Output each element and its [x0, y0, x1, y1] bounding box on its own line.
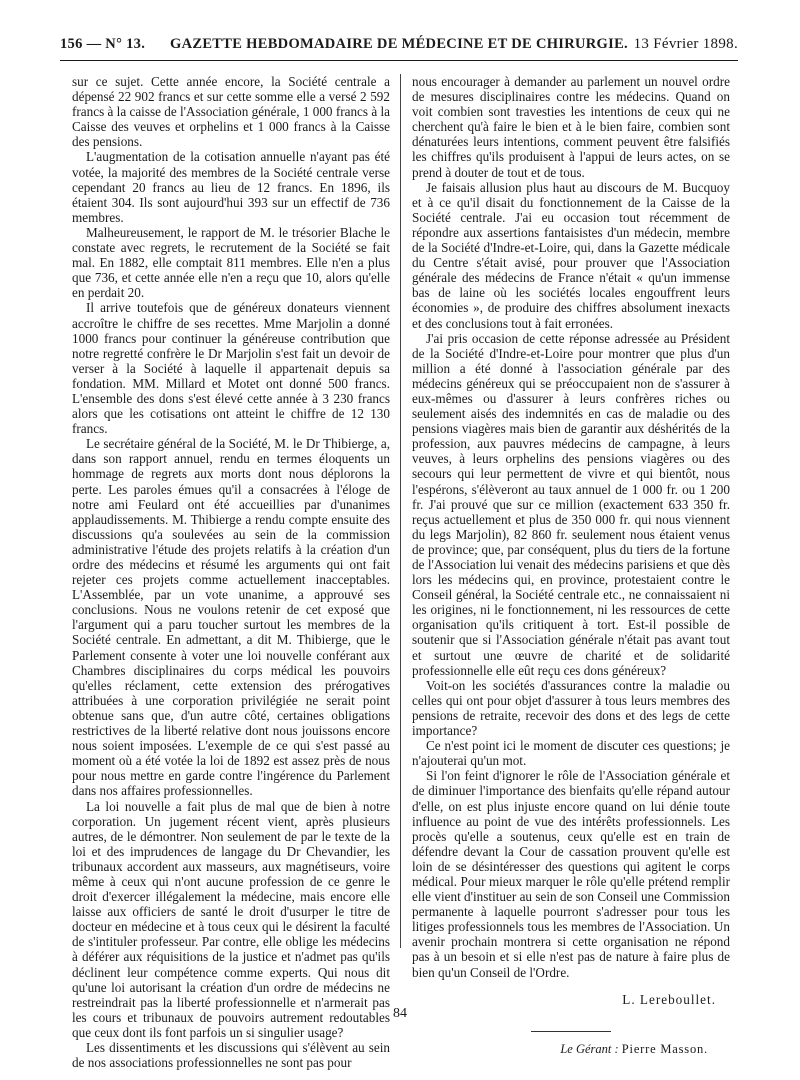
page-number: 84	[393, 1006, 407, 1021]
paragraph: Le secrétaire général de la Société, M. le Dr Thibierge, a, dans son rapport annuel, rendu en termes éloquents un hommage de regrets aux morts dont nous déplorons la perte. Les paroles émues qu'il a consacrées à l'éloge de notre ami Feulard ont été accueillies par d'unanimes applaudissements. M. Thibierge a rendu compte ensuite des discussions qu'a soulevées au sein de la commission administrative l'étude des projets relatifs à la création d'un ordre des médecins et résumé les arguments qui ont fait rejeter ces projets comme actuellement inacceptables. L'Assemblée, par un vote unanime, a approuvé ses conclusions. Nous ne voulons retenir de cet exposé que l'argument qui a paru toucher surtout les membres de la Société centrale. En admettant, a dit M. Thibierge, que le Parlement consente à voter une loi nouvelle conférant aux Chambres disciplinaires du corps médical les pouvoirs qu'elles réclament, cette extension des prérogatives attribuées à une corporation privilégiée ne serait point obtenue sans que, d'un autre côté, certaines obligations restrictives de la liberté relative dont nous jouissons encore nous soient imposées. L'exemple de ce qui s'est passé au moment où a été votée la loi de 1892 est assez près de nous pour nous mettre en garde contre l'ingérence du Parlement dans nos affaires professionnelles.	[72, 436, 390, 799]
manager-name: Pierre Masson.	[621, 1041, 708, 1056]
paragraph: Je faisais allusion plus haut au discours de M. Bucquoy et à ce qu'il disait du fonctionnement de la Caisse de la Société centrale. J'ai eu occasion tout récemment de répondre aux assertions fantaisistes d'un médecin, membre de la Société d'Indre-et-Loire, qui, dans la Gazette médicale du Centre s'était avisé, pour prouver que l'Association générale des médecins de France n'était « qu'un immense bas de laine où les sociétés locales engouffrent leurs économies », de produire des chiffres absolument inexacts et des conclusions tout à fait erronées.	[412, 179, 730, 331]
author-signature: L. Lereboullet.	[622, 991, 716, 1007]
paragraph: Si l'on feint d'ignorer le rôle de l'Association générale et de diminuer l'importance des bienfaits qu'elle répand autour d'elle, on est plus injuste encore quand on lui dénie toute influence au point de vue des intérêts professionnels. Les procès qu'elle a soutenus, ceux qu'elle est en train de défendre devant la Cour de cassation prouvent qu'elle est loin de se désintéresser des questions qui agitent le corps médical. Pour mieux marquer le rôle qu'elle prétend remplir elle vient d'instituer au sein de son Conseil une Commission permanente à laquelle pourront s'adresser pour tous les litiges professionnels tous les membres de l'Association. Un avenir prochain montrera si cette organisation ne répond pas à un besoin et si elle n'est pas de nature à faire plus de bien qu'un Conseil de l'Ordre.	[412, 768, 730, 980]
paragraph: Il arrive toutefois que de généreux donateurs viennent accroître le chiffre de ses recettes. Mme Marjolin a donné 1000 francs pour continuer la généreuse contribution que notre regretté confrère le Dr Marjolin s'est fait un devoir de verser à la Société à laquelle il appartenait depuis sa fondation. MM. Millard et Motet ont donné 500 francs. L'ensemble des dons s'est élevé cette année à 3 230 francs alors que les cotisations ont atteint le chiffre de 12 130 francs.	[72, 300, 390, 437]
header-page-number: 156 — N° 13.	[60, 36, 146, 52]
header-journal-title: GAZETTE HEBDOMADAIRE DE MÉDECINE ET DE CHIRURGIE.	[170, 36, 628, 52]
paragraph: Les dissentiments et les discussions qui s'élèvent au sein de nos associations professionnelles ne sont pas pour	[72, 1040, 390, 1071]
header-date: 13 Février 1898.	[633, 36, 738, 52]
paragraph: sur ce sujet. Cette année encore, la Société centrale a dépensé 22 902 francs et sur cette somme elle a versé 2 592 francs à la caisse de l'Association générale, 1 000 francs à la Caisse des veuves et orphelins et 1 000 francs à la Caisse des pensions.	[72, 74, 391, 150]
paragraph: Ce n'est point ici le moment de discuter ces questions; je n'ajouterai qu'un mot.	[412, 738, 730, 769]
paragraph: J'ai pris occasion de cette réponse adressée au Président de la Société d'Indre-et-Loire pour montrer que plus d'un million a été donné à l'association générale par des médecins généreux qui se préoccupaient non de s'assurer à eux-mêmes ou d'assurer à leurs confrères riches ou seulement aisés des indemnités en cas de maladie ou des pensions viagères mais bien de garantir aux déshérités de la profession, aux pauvres médecins de campagne, à leurs veuves, à leurs orphelins des pensions viagères ou des secours qui leur permettent de vivre et qui bientôt, nous l'espérons, s'élèveront au taux annuel de 1 000 fr. ou 1 200 fr. J'ai prouvé que sur ce million (exactement 633 350 fr. reçus actuellement et plus de 350 000 fr. qui nous viennent du legs Marjolin), 82 860 fr. seulement nous étaient venus de province; que, par conséquent, plus du tiers de la fortune de l'Association lui venait des médecins parisiens et que dès lors les médecins qui, en province, protestaient contre le Conseil général, la Société centrale etc., ne connaissaient ni les origines, ni le fonctionnement, ni les ressources de cette organisation qu'ils critiquent à tort. Est-il possible de soutenir que si l'Association générale n'était pas avant tout et surtout une œuvre de charité et de solidarité professionnelle elle eût reçu ces dons généreux?	[412, 330, 730, 678]
signature-divider	[531, 1031, 611, 1032]
manager-label: Le Gérant :	[560, 1041, 619, 1056]
paragraph: Voit-on les sociétés d'assurances contre la maladie ou celles qui ont pour objet d'assurer à tous leurs membres des pensions de retraite, recevoir des dons et des legs de cette importance?	[412, 677, 730, 739]
running-header	[60, 34, 738, 61]
right-column	[412, 74, 730, 1057]
manager-credit	[412, 1042, 708, 1057]
left-column	[72, 74, 390, 1070]
paragraph: L'augmentation de la cotisation annuelle n'ayant pas été votée, la majorité des membres de la Société centrale verse cependant 20 francs au lieu de 12 francs. En 1896, ils étaient 304. Ils sont aujourd'hui 393 sur un effectif de 736 membres.	[72, 149, 390, 225]
paragraph: nous encourager à demander au parlement un nouvel ordre de mesures disciplinaires contre les médecins. Quand on voit combien sont travesties les intentions de ceux qui ne cherchent qu'à faire le bien et à le bien faire, combien sont dénaturées leurs intentions, comment peuvent être falsifiés les chiffres qu'ils produisent à l'appui de leurs actes, on se prend à douter de tout et de tous.	[412, 74, 730, 180]
paragraph: La loi nouvelle a fait plus de mal que de bien à notre corporation. Un jugement récent vient, après plusieurs autres, de le démontrer. Non seulement de par le texte de la loi et des imprudences de langage du Dr Chevandier, les tribunaux accordent aux masseurs, aux magnétiseurs, voire même à ceux qui n'ont aucune profession de ce genre le droit d'exercer illégalement la médecine, mais encore elle laisse aux officiers de santé le droit d'usurper le titre de docteur en médecine et à tous ceux qui le désirent la faculté de s'intituler professeur. Par contre, elle oblige les médecins à déférer aux réquisitions de la justice et n'admet pas qu'ils déclinent leur compétence comme experts. Qui nous dit qu'une loi autorisant la création d'un ordre de médecins ne restreindrait pas la liberté professionnelle et n'armerait pas les cours et tribunaux de pouvoirs autrement redoutables que ceux dont ils font parfois un si singulier usage?	[72, 798, 390, 1040]
column-divider	[400, 74, 401, 948]
paragraph: Malheureusement, le rapport de M. le trésorier Blache le constate avec regrets, le recrutement de la Société se fait mal. En 1882, elle comptait 811 membres. Elle n'en a plus que 736, et cette année elle n'en a reçu que 10, alors qu'elle en perdait 20.	[72, 224, 390, 301]
